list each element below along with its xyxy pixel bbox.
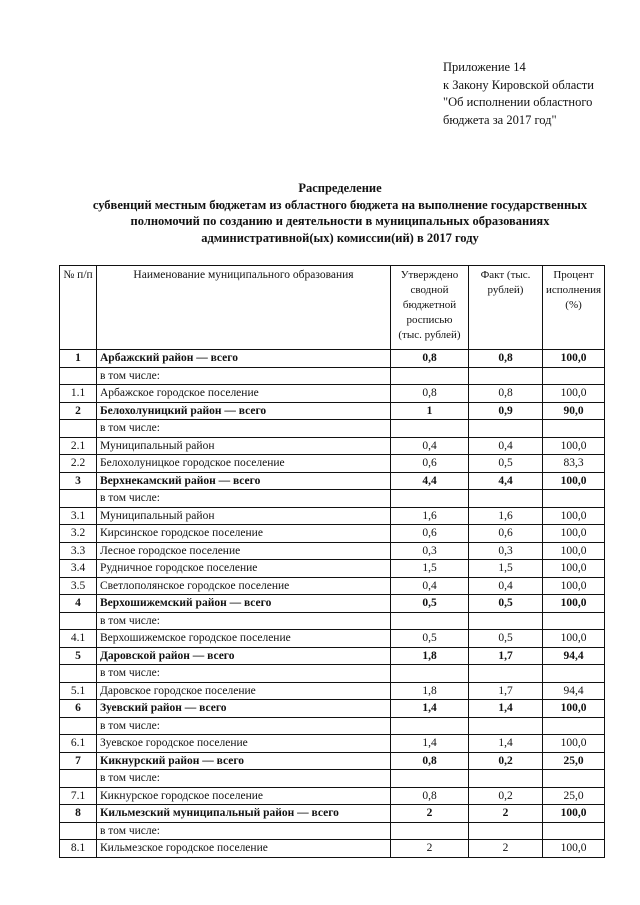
- cell-approved: 0,4: [391, 437, 469, 455]
- table-row: [60, 420, 605, 438]
- cell-num: 6.1: [60, 735, 97, 753]
- cell-approved: [391, 717, 469, 735]
- cell-name: Муниципальный район: [97, 437, 391, 455]
- cell-percent: 100,0: [543, 735, 605, 753]
- cell-fact: 1,4: [469, 700, 543, 718]
- cell-num: 6: [60, 700, 97, 718]
- cell-name: Кикнурский район — всего: [97, 752, 391, 770]
- cell-percent: 100,0: [543, 840, 605, 858]
- cell-approved: 0,8: [391, 787, 469, 805]
- table-row: [60, 735, 605, 753]
- cell-fact: 0,9: [469, 402, 543, 420]
- cell-approved: 0,4: [391, 577, 469, 595]
- cell-fact: [469, 367, 543, 385]
- cell-name: в том числе:: [97, 717, 391, 735]
- cell-name: Кикнурское городское поселение: [97, 787, 391, 805]
- cell-percent: 83,3: [543, 455, 605, 473]
- title-line-3: административной(ых) комиссии(ий) в 2017 году: [201, 230, 479, 245]
- cell-num: 3.1: [60, 507, 97, 525]
- cell-percent: [543, 717, 605, 735]
- cell-fact: 0,3: [469, 542, 543, 560]
- title-line-2: полномочий по созданию и деятельности в муниципальных образованиях: [130, 214, 550, 228]
- cell-name: Зуевский район — всего: [97, 700, 391, 718]
- table-row: [60, 542, 605, 560]
- cell-fact: 1,5: [469, 560, 543, 578]
- cell-num: 3.3: [60, 542, 97, 560]
- title-line-1: субвенций местным бюджетам из областного бюджета на выполнение государственных: [92, 197, 588, 212]
- cell-percent: 100,0: [543, 525, 605, 543]
- table-row: [60, 700, 605, 718]
- cell-name: Даровское городское поселение: [97, 682, 391, 700]
- cell-name: Верхошижемский район — всего: [97, 595, 391, 613]
- cell-percent: [543, 420, 605, 438]
- cell-percent: [543, 367, 605, 385]
- header-num: № п/п: [60, 266, 97, 350]
- appendix-line-2: к Закону Кировской области: [443, 77, 594, 92]
- cell-num: [60, 367, 97, 385]
- cell-name: в том числе:: [97, 612, 391, 630]
- table-row: [60, 402, 605, 420]
- table-row: [60, 350, 605, 368]
- cell-name: в том числе:: [97, 822, 391, 840]
- cell-name: в том числе:: [97, 665, 391, 683]
- cell-name: Арбажское городское поселение: [97, 385, 391, 403]
- cell-num: [60, 612, 97, 630]
- cell-approved: 0,8: [391, 752, 469, 770]
- cell-name: Рудничное городское поселение: [97, 560, 391, 578]
- cell-fact: 4,4: [469, 472, 543, 490]
- cell-name: Белохолуницкий район — всего: [97, 402, 391, 420]
- cell-percent: 100,0: [543, 805, 605, 823]
- header-name: Наименование муниципального образования: [97, 266, 391, 350]
- cell-percent: 100,0: [543, 385, 605, 403]
- table-row: [60, 682, 605, 700]
- cell-approved: 4,4: [391, 472, 469, 490]
- cell-percent: 100,0: [543, 560, 605, 578]
- cell-fact: [469, 770, 543, 788]
- cell-fact: 1,7: [469, 647, 543, 665]
- table-row: [60, 507, 605, 525]
- cell-percent: 100,0: [543, 437, 605, 455]
- cell-num: [60, 822, 97, 840]
- cell-num: [60, 665, 97, 683]
- cell-fact: 2: [469, 805, 543, 823]
- cell-name: Арбажский район — всего: [97, 350, 391, 368]
- cell-name: Верхнекамский район — всего: [97, 472, 391, 490]
- table-row: [60, 455, 605, 473]
- cell-num: 2.1: [60, 437, 97, 455]
- cell-percent: [543, 770, 605, 788]
- table-row: [60, 577, 605, 595]
- cell-approved: 1,6: [391, 507, 469, 525]
- cell-name: Зуевское городское поселение: [97, 735, 391, 753]
- cell-percent: 25,0: [543, 752, 605, 770]
- table-row: [60, 490, 605, 508]
- cell-approved: 1,8: [391, 647, 469, 665]
- cell-approved: [391, 822, 469, 840]
- cell-approved: 1,5: [391, 560, 469, 578]
- cell-num: 3.5: [60, 577, 97, 595]
- cell-fact: 1,4: [469, 735, 543, 753]
- cell-approved: [391, 367, 469, 385]
- cell-fact: [469, 822, 543, 840]
- cell-percent: 25,0: [543, 787, 605, 805]
- cell-approved: 0,8: [391, 350, 469, 368]
- cell-num: [60, 717, 97, 735]
- cell-num: [60, 770, 97, 788]
- cell-fact: 0,8: [469, 385, 543, 403]
- table-row: [60, 560, 605, 578]
- cell-fact: 0,4: [469, 437, 543, 455]
- header-approved: Утверждено сводной бюджетной росписью (тыс. рублей): [391, 266, 469, 350]
- table-row: [60, 805, 605, 823]
- distribution-table: [59, 265, 605, 858]
- cell-num: 3: [60, 472, 97, 490]
- cell-num: [60, 490, 97, 508]
- cell-name: Светлополянское городское поселение: [97, 577, 391, 595]
- cell-percent: 100,0: [543, 350, 605, 368]
- cell-name: Даровской район — всего: [97, 647, 391, 665]
- cell-name: в том числе:: [97, 367, 391, 385]
- cell-num: 4: [60, 595, 97, 613]
- cell-percent: 100,0: [543, 542, 605, 560]
- cell-percent: 94,4: [543, 647, 605, 665]
- cell-name: в том числе:: [97, 490, 391, 508]
- cell-fact: [469, 665, 543, 683]
- cell-percent: [543, 665, 605, 683]
- cell-percent: 100,0: [543, 595, 605, 613]
- table-row: [60, 822, 605, 840]
- cell-approved: 0,6: [391, 455, 469, 473]
- table-row: [60, 717, 605, 735]
- cell-fact: 0,6: [469, 525, 543, 543]
- cell-approved: [391, 612, 469, 630]
- table-row: [60, 630, 605, 648]
- cell-name: Белохолуницкое городское поселение: [97, 455, 391, 473]
- cell-fact: 0,2: [469, 752, 543, 770]
- table-row: [60, 665, 605, 683]
- cell-num: 5.1: [60, 682, 97, 700]
- table-row: [60, 752, 605, 770]
- appendix-line-1: Приложение 14: [443, 60, 526, 74]
- cell-approved: [391, 490, 469, 508]
- cell-fact: 0,4: [469, 577, 543, 595]
- table-row: [60, 472, 605, 490]
- cell-fact: [469, 420, 543, 438]
- cell-num: 7: [60, 752, 97, 770]
- cell-fact: 0,5: [469, 630, 543, 648]
- cell-approved: 0,3: [391, 542, 469, 560]
- cell-name: в том числе:: [97, 420, 391, 438]
- cell-percent: 100,0: [543, 472, 605, 490]
- table-row: [60, 367, 605, 385]
- table-header-row: [60, 266, 605, 350]
- table-row: [60, 612, 605, 630]
- cell-fact: 0,2: [469, 787, 543, 805]
- cell-num: 2: [60, 402, 97, 420]
- cell-num: 8.1: [60, 840, 97, 858]
- cell-fact: 2: [469, 840, 543, 858]
- cell-num: [60, 420, 97, 438]
- cell-approved: 0,6: [391, 525, 469, 543]
- cell-name: Кильмезский муниципальный район — всего: [97, 805, 391, 823]
- cell-fact: [469, 717, 543, 735]
- cell-fact: 1,7: [469, 682, 543, 700]
- cell-fact: 0,5: [469, 595, 543, 613]
- cell-approved: [391, 770, 469, 788]
- table-row: [60, 525, 605, 543]
- appendix-line-4: бюджета за 2017 год": [443, 112, 557, 127]
- cell-name: Кирсинское городское поселение: [97, 525, 391, 543]
- cell-name: Верхошижемское городское поселение: [97, 630, 391, 648]
- cell-num: 5: [60, 647, 97, 665]
- cell-percent: 100,0: [543, 507, 605, 525]
- cell-num: 4.1: [60, 630, 97, 648]
- table-row: [60, 647, 605, 665]
- cell-fact: [469, 612, 543, 630]
- cell-percent: [543, 612, 605, 630]
- document-title: [60, 180, 620, 246]
- table-row: [60, 595, 605, 613]
- cell-name: Лесное городское поселение: [97, 542, 391, 560]
- table-body: [60, 350, 605, 858]
- cell-fact: 0,5: [469, 455, 543, 473]
- appendix-line-3: "Об исполнении областного: [443, 95, 593, 109]
- cell-name: Кильмезское городское поселение: [97, 840, 391, 858]
- header-fact: Факт (тыс. рублей): [469, 266, 543, 350]
- cell-approved: 1,4: [391, 735, 469, 753]
- cell-fact: [469, 490, 543, 508]
- title-heading: Распределение: [298, 181, 382, 195]
- cell-percent: 100,0: [543, 577, 605, 595]
- cell-percent: [543, 822, 605, 840]
- cell-approved: 1,4: [391, 700, 469, 718]
- cell-percent: 90,0: [543, 402, 605, 420]
- cell-percent: 100,0: [543, 630, 605, 648]
- cell-approved: [391, 665, 469, 683]
- table-row: [60, 437, 605, 455]
- cell-num: 1.1: [60, 385, 97, 403]
- cell-approved: 0,5: [391, 595, 469, 613]
- table-row: [60, 385, 605, 403]
- cell-num: 3.4: [60, 560, 97, 578]
- cell-name: в том числе:: [97, 770, 391, 788]
- cell-name: Муниципальный район: [97, 507, 391, 525]
- table-row: [60, 770, 605, 788]
- cell-approved: 1,8: [391, 682, 469, 700]
- cell-percent: 100,0: [543, 700, 605, 718]
- table-row: [60, 840, 605, 858]
- cell-approved: 0,8: [391, 385, 469, 403]
- table-row: [60, 787, 605, 805]
- cell-num: 1: [60, 350, 97, 368]
- cell-percent: 94,4: [543, 682, 605, 700]
- cell-approved: 2: [391, 840, 469, 858]
- cell-fact: 1,6: [469, 507, 543, 525]
- header-percent: Процент исполнения (%): [543, 266, 605, 350]
- appendix-note: [443, 59, 594, 129]
- cell-num: 8: [60, 805, 97, 823]
- cell-approved: [391, 420, 469, 438]
- cell-approved: 2: [391, 805, 469, 823]
- cell-num: 7.1: [60, 787, 97, 805]
- cell-num: 2.2: [60, 455, 97, 473]
- cell-approved: 0,5: [391, 630, 469, 648]
- cell-fact: 0,8: [469, 350, 543, 368]
- cell-num: 3.2: [60, 525, 97, 543]
- cell-percent: [543, 490, 605, 508]
- cell-approved: 1: [391, 402, 469, 420]
